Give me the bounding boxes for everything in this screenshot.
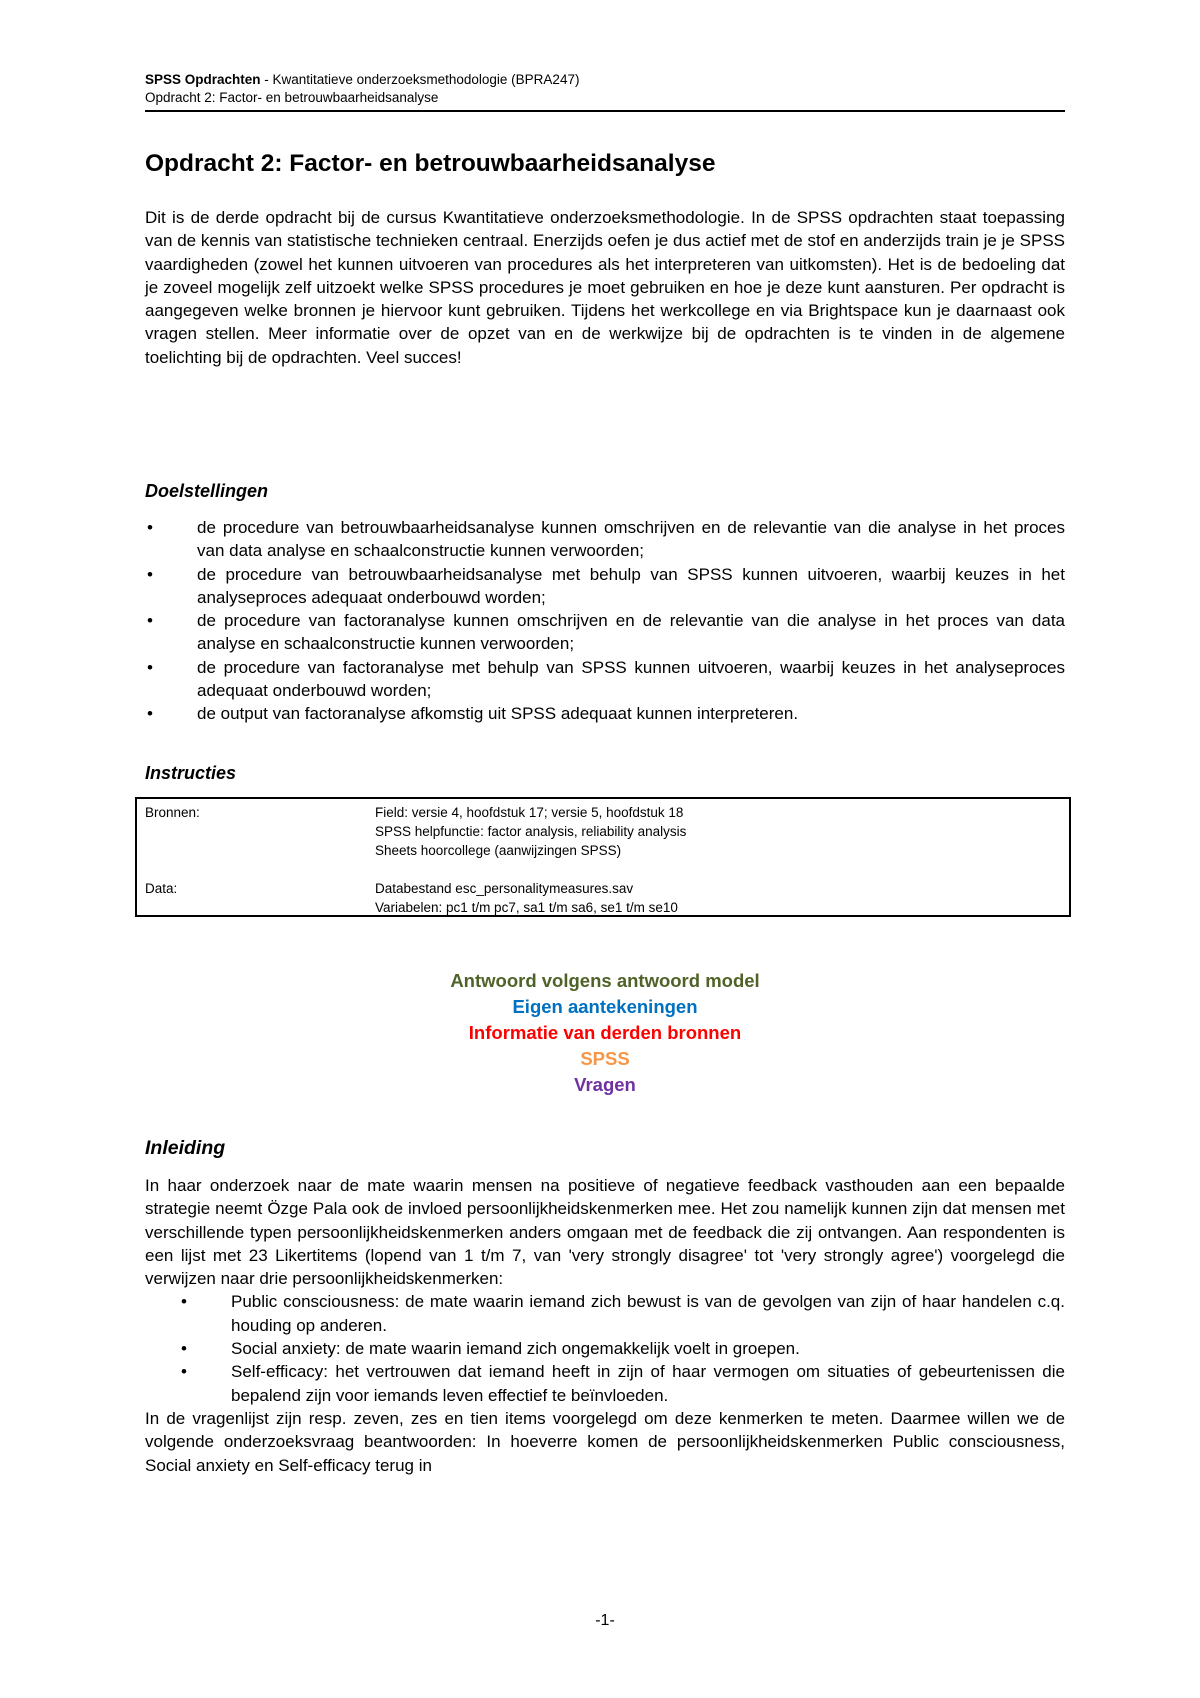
page-title: Opdracht 2: Factor- en betrouwbaarheidsanalyse (145, 150, 716, 177)
bullet-icon: • (147, 704, 153, 724)
bullet-icon: • (181, 1339, 187, 1359)
header-subtitle: Opdracht 2: Factor- en betrouwbaarheidsanalyse (145, 90, 439, 105)
list-item: • de output van factoranalyse afkomstig uit SPSS adequaat kunnen interpreteren. (145, 702, 1065, 725)
instructions-heading: Instructies (145, 763, 237, 783)
header-course-line (145, 71, 1065, 89)
bullet-icon: • (181, 1292, 187, 1312)
list-item: • de procedure van factoranalyse met behulp van SPSS kunnen uitvoeren, waarbij keuzes in het analyseproces adequaat onderbouwd worden; (147, 657, 1065, 701)
legend-spss: SPSS (580, 1048, 630, 1069)
inleiding-paragraph-1: In haar onderzoek naar de mate waarin mensen na positieve of negatieve feedback vasthouden aan een bepaalde strategie neemt Özge Pala ook de invloed persoonlijkheidskenmerken mee. Het zou namelijk kunnen zijn dat mensen met verschillende typen persoonlijkheidskenmerken anders omgaan met de feedback die zij ontvangen. Aan respondenten is een lijst met 23 Likertitems (lopend van 1 t/m 7, van 'very strongly disagree' tot 'very strongly agree') voorgelegd die verwijzen naar drie persoonlijkheidskenmerken: (145, 1176, 1065, 1289)
header-course-rest: - Kwantitatieve onderzoeksmethodologie (BPRA247) (260, 72, 580, 87)
header-rule (145, 110, 1065, 112)
legend-own-notes: Eigen aantekeningen (512, 996, 698, 1017)
inleiding-body (145, 1174, 1065, 1477)
intro-paragraph: Dit is de derde opdracht bij de cursus Kwantitatieve onderzoeksmethodologie. In de SPSS opdrachten staat toepassing van de kennis van statistische technieken centraal. Enerzijds oefen je dus actief met de stof en anderzijds train je je SPSS vaardigheden (zowel het kunnen uitvoeren van procedures als het interpreteren van uitkomsten). Het is de bedoeling dat je zoveel mogelijk zelf uitzoekt welke SPSS procedures je moet gebruiken en hoe je deze kunt aansturen. Per opdracht is aangegeven welke bronnen je hiervoor kunt gebruiken. Tijdens het werkcollege en via Brightspace kun je daarnaast ook vragen stellen. Meer informatie over de opzet van en de werkwijze bij de opdrachten is te vinden in de algemene toelichting bij de opdrachten. Veel succes! (145, 208, 1065, 367)
list-item: • Social anxiety: de mate waarin iemand zich ongemakkelijk voelt in groepen. (145, 1337, 1065, 1360)
color-legend (145, 968, 1065, 1098)
list-item: • de procedure van factoranalyse kunnen omschrijven en de relevantie van die analyse in het proces van data analyse en schaalconstructie kunnen verwoorden; (147, 611, 1065, 654)
header-course-strong: SPSS Opdrachten (145, 72, 261, 87)
goals-list (145, 516, 1065, 726)
page-number: -1- (595, 1612, 615, 1629)
sources-label: Bronnen: (145, 805, 200, 820)
bullet-icon: • (181, 1362, 187, 1382)
sources-values: Field: versie 4, hoofdstuk 17; versie 5, hoofdstuk 18 SPSS helpfunctie: factor analysis, reliability analysis Sheets hoorcollege (aanwijzingen SPSS) (375, 805, 687, 858)
list-item: • de procedure van betrouwbaarheidsanalyse met behulp van SPSS kunnen uitvoeren, waarbij keuzes in het analyseproces adequaat onderbouwd worden; (147, 564, 1065, 607)
bullet-icon: • (147, 564, 153, 584)
legend-questions: Vragen (574, 1074, 636, 1095)
legend-third-party: Informatie van derden bronnen (468, 1022, 742, 1043)
list-item: • Public consciousness: de mate waarin iemand zich bewust is van de gevolgen van zijn of haar handelen c.q. houding op anderen. (181, 1292, 1065, 1335)
running-header (145, 71, 1065, 107)
personality-list (145, 1290, 1065, 1406)
instructions-table (135, 797, 1071, 917)
legend-answer-model: Antwoord volgens antwoord model (450, 970, 760, 991)
data-values: Databestand esc_personalitymeasures.sav Variabelen: pc1 t/m pc7, sa1 t/m sa6, se1 t/m se10 (375, 881, 678, 915)
bullet-icon: • (147, 611, 153, 631)
inleiding-paragraph-2: In de vragenlijst zijn resp. zeven, zes en tien items voorgelegd om deze kenmerken te meten. Daarmee willen we de volgende onderzoeksvraag beantwoorden: In hoeverre komen de persoonlijkheidskenmerken Public consciousness, Social anxiety en Self-efficacy terug in (145, 1408, 1065, 1475)
inleiding-heading: Inleiding (145, 1137, 226, 1159)
list-item: • de procedure van betrouwbaarheidsanalyse kunnen omschrijven en de relevantie van die analyse in het proces van data analyse en schaalconstructie kunnen verwoorden; (147, 518, 1065, 561)
bullet-icon: • (147, 657, 153, 677)
goals-heading: Doelstellingen (145, 481, 269, 501)
bullet-icon: • (147, 518, 153, 537)
list-item: • Self-efficacy: het vertrouwen dat iemand heeft in zijn of haar vermogen om situaties of gebeurtenissen die bepalend zijn voor iemands leven effectief te beïnvloeden. (181, 1362, 1065, 1405)
data-label: Data: (145, 881, 178, 896)
